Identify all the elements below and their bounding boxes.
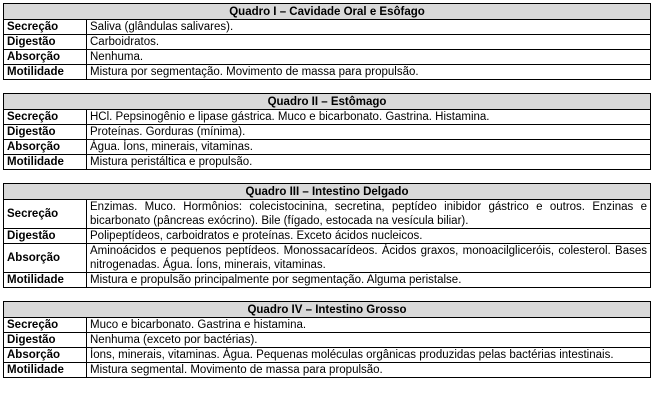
- quadro-2-title-row: [4, 94, 651, 110]
- row-label-digestao: Digestão: [4, 125, 87, 140]
- table-row: [4, 125, 651, 140]
- row-label-absorcao: Absorção: [4, 244, 87, 273]
- row-value-motilidade: Mistura peristáltica e propulsão.: [87, 155, 651, 170]
- row-value-secrecao: Saliva (glândulas salivares).: [87, 20, 651, 35]
- row-value-motilidade: Mistura por segmentação. Movimento de massa para propulsão.: [87, 65, 651, 80]
- row-label-motilidade: Motilidade: [4, 273, 87, 288]
- table-row: [4, 155, 651, 170]
- digestive-tables: [3, 3, 650, 378]
- row-label-digestao: Digestão: [4, 333, 87, 348]
- table-row: [4, 50, 651, 65]
- row-label-secrecao: Secreção: [4, 110, 87, 125]
- quadro-4-title-row: [4, 302, 651, 318]
- table-row: [4, 65, 651, 80]
- quadro-3-table: [3, 183, 651, 288]
- row-value-secrecao: Enzimas. Muco. Hormônios: colecistocinina, secretina, peptídeo inibidor gástrico e outros. Enzinas e bicarbonato (pâncreas exócrino). Bile (fígado, estocada na vesícula biliar).: [87, 200, 651, 229]
- quadro-1-title-row: [4, 4, 651, 20]
- row-value-digestao: Polipeptídeos, carboidratos e proteínas. Exceto ácidos nucleicos.: [87, 229, 651, 244]
- row-value-digestao: Carboidratos.: [87, 35, 651, 50]
- row-label-absorcao: Absorção: [4, 140, 87, 155]
- row-label-digestao: Digestão: [4, 229, 87, 244]
- row-value-motilidade: Mistura segmental. Movimento de massa para propulsão.: [87, 363, 651, 378]
- row-value-motilidade: Mistura e propulsão principalmente por segmentação. Alguma peristalse.: [87, 273, 651, 288]
- quadro-4-table: [3, 301, 651, 378]
- table-row: [4, 273, 651, 288]
- row-label-motilidade: Motilidade: [4, 155, 87, 170]
- quadro-4-title: Quadro IV – Intestino Grosso: [4, 302, 651, 318]
- row-label-absorcao: Absorção: [4, 348, 87, 363]
- row-label-secrecao: Secreção: [4, 200, 87, 229]
- table-row: [4, 35, 651, 50]
- quadro-3-title-row: [4, 184, 651, 200]
- quadro-1-table: [3, 3, 651, 80]
- row-label-motilidade: Motilidade: [4, 363, 87, 378]
- table-row: [4, 244, 651, 273]
- row-value-absorcao: Água. Íons, minerais, vitaminas.: [87, 140, 651, 155]
- table-row: [4, 318, 651, 333]
- table-row: [4, 20, 651, 35]
- row-label-motilidade: Motilidade: [4, 65, 87, 80]
- row-label-secrecao: Secreção: [4, 20, 87, 35]
- row-label-digestao: Digestão: [4, 35, 87, 50]
- row-value-secrecao: Muco e bicarbonato. Gastrina e histamina.: [87, 318, 651, 333]
- row-label-absorcao: Absorção: [4, 50, 87, 65]
- table-row: [4, 348, 651, 363]
- quadro-2-table: [3, 93, 651, 170]
- table-row: [4, 200, 651, 229]
- quadro-2-title: Quadro II – Estômago: [4, 94, 651, 110]
- table-row: [4, 229, 651, 244]
- row-value-absorcao: Íons, minerais, vitaminas. Água. Pequenas moléculas orgânicas produzidas pelas bactérias intestinais.: [87, 348, 651, 363]
- table-row: [4, 140, 651, 155]
- row-value-digestao: Nenhuma (exceto por bactérias).: [87, 333, 651, 348]
- row-value-secrecao: HCl. Pepsinogênio e lipase gástrica. Muco e bicarbonato. Gastrina. Histamina.: [87, 110, 651, 125]
- row-label-secrecao: Secreção: [4, 318, 87, 333]
- row-value-absorcao: Nenhuma.: [87, 50, 651, 65]
- row-value-digestao: Proteínas. Gorduras (mínima).: [87, 125, 651, 140]
- table-row: [4, 363, 651, 378]
- table-row: [4, 333, 651, 348]
- row-value-absorcao: Aminoácidos e pequenos peptídeos. Monossacarídeos. Ácidos graxos, monoacilgliceróis, colesterol. Bases nitrogenadas. Água. Íons, minerais, vitaminas.: [87, 244, 651, 273]
- quadro-3-title: Quadro III – Intestino Delgado: [4, 184, 651, 200]
- table-row: [4, 110, 651, 125]
- quadro-1-title: Quadro I – Cavidade Oral e Esôfago: [4, 4, 651, 20]
